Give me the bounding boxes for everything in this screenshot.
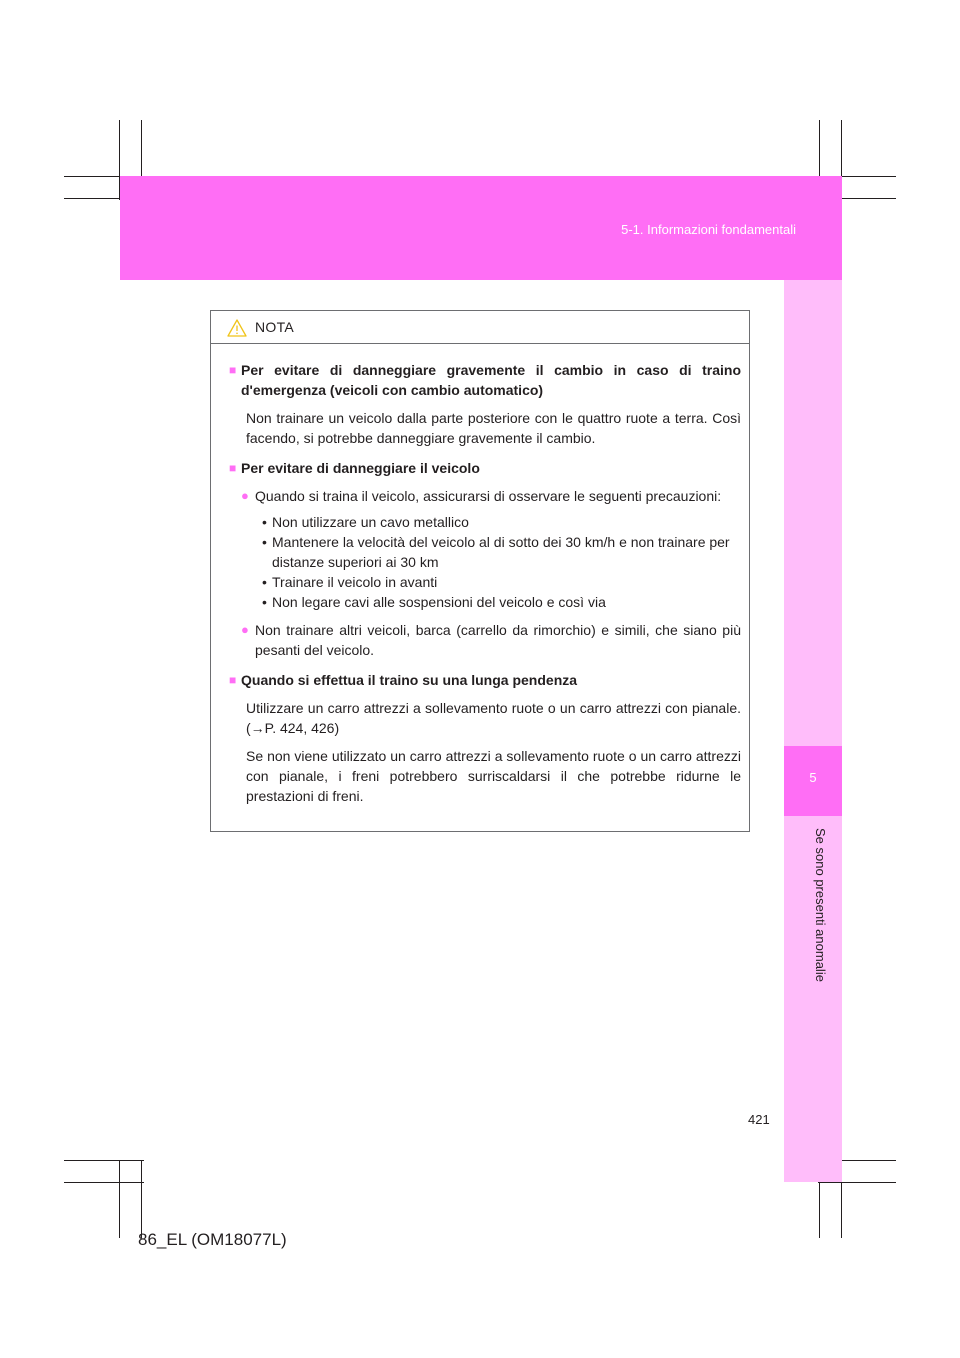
- note-title: NOTA: [255, 319, 295, 335]
- note-header: [211, 311, 749, 344]
- crop-mark: [64, 1160, 144, 1161]
- crop-mark: [818, 1182, 896, 1183]
- header-band: [120, 176, 842, 280]
- side-tab: [784, 280, 842, 1182]
- sub-list-item: [257, 572, 741, 592]
- sub-item-text: Non utilizzare un cavo metallico: [272, 514, 469, 530]
- square-bullet-icon: ■: [229, 363, 237, 377]
- section-heading-text: Per evitare di danneggiare il veicolo: [241, 460, 480, 476]
- square-bullet-icon: ■: [229, 461, 237, 475]
- chapter-name: Se sono presenti anomalie: [813, 828, 828, 982]
- sub-item-text: Trainare il veicolo in avanti: [272, 574, 438, 590]
- note-box: [210, 310, 750, 832]
- section-heading-text: Quando si effettua il traino su una lunga pendenza: [241, 672, 578, 688]
- list-item: [241, 620, 741, 660]
- bullet-text: Non trainare altri veicoli, barca (carrello da rimorchio) e simili, che siano più pesanti del veicolo.: [255, 622, 741, 658]
- circle-bullet-icon: ●: [241, 622, 249, 637]
- note-section: [229, 670, 741, 806]
- crop-mark: [64, 1182, 144, 1183]
- dot-marker-icon: •: [262, 514, 267, 530]
- dot-marker-icon: •: [262, 574, 267, 590]
- note-body: [211, 344, 749, 806]
- note-section: [229, 458, 741, 660]
- section-heading: [229, 458, 741, 478]
- list-item: [241, 486, 741, 506]
- section-heading: [229, 360, 741, 400]
- sub-item-text: Non legare cavi alle sospensioni del veicolo e così via: [272, 594, 606, 610]
- bullet-text: Quando si traina il veicolo, assicurarsi di osservare le seguenti precauzioni:: [255, 488, 722, 504]
- sub-list-item: [257, 592, 741, 612]
- warning-triangle-icon: [227, 319, 247, 337]
- crop-mark: [141, 1160, 142, 1238]
- section-heading-text: Per evitare di danneggiare gravemente il cambio in caso di traino d'emergenza (veicoli con cambio automatico): [241, 362, 741, 398]
- crop-mark: [119, 1160, 120, 1238]
- section-heading: [229, 670, 741, 690]
- paragraph: Se non viene utilizzato un carro attrezzi a sollevamento ruote o un carro attrezzi con pianale, i freni potrebbero surriscaldarsi il che potrebbe ridurne le prestazioni di freni.: [246, 748, 741, 804]
- section-title: 5-1. Informazioni fondamentali: [621, 222, 796, 237]
- sub-list: [257, 512, 741, 612]
- note-section: [229, 360, 741, 448]
- page-number: 421: [748, 1112, 770, 1127]
- square-bullet-icon: ■: [229, 673, 237, 687]
- sub-list-item: [257, 512, 741, 532]
- paragraph: Non trainare un veicolo dalla parte posteriore con le quattro ruote a terra. Così facendo, si potrebbe danneggiare gravemente il cambio.: [246, 410, 741, 446]
- paragraph: Utilizzare un carro attrezzi a sollevamento ruote o un carro attrezzi con pianale. (→P. 424, 426): [246, 700, 741, 736]
- sub-item-text: Mantenere la velocità del veicolo al di sotto dei 30 km/h e non trainare per distanze superiori ai 30 km: [272, 534, 730, 570]
- chapter-number: 5: [809, 770, 817, 785]
- sub-list-item: [257, 532, 741, 572]
- circle-bullet-icon: ●: [241, 488, 249, 503]
- document-code: 86_EL (OM18077L): [138, 1230, 287, 1249]
- dot-marker-icon: •: [262, 594, 267, 610]
- dot-marker-icon: •: [262, 534, 267, 550]
